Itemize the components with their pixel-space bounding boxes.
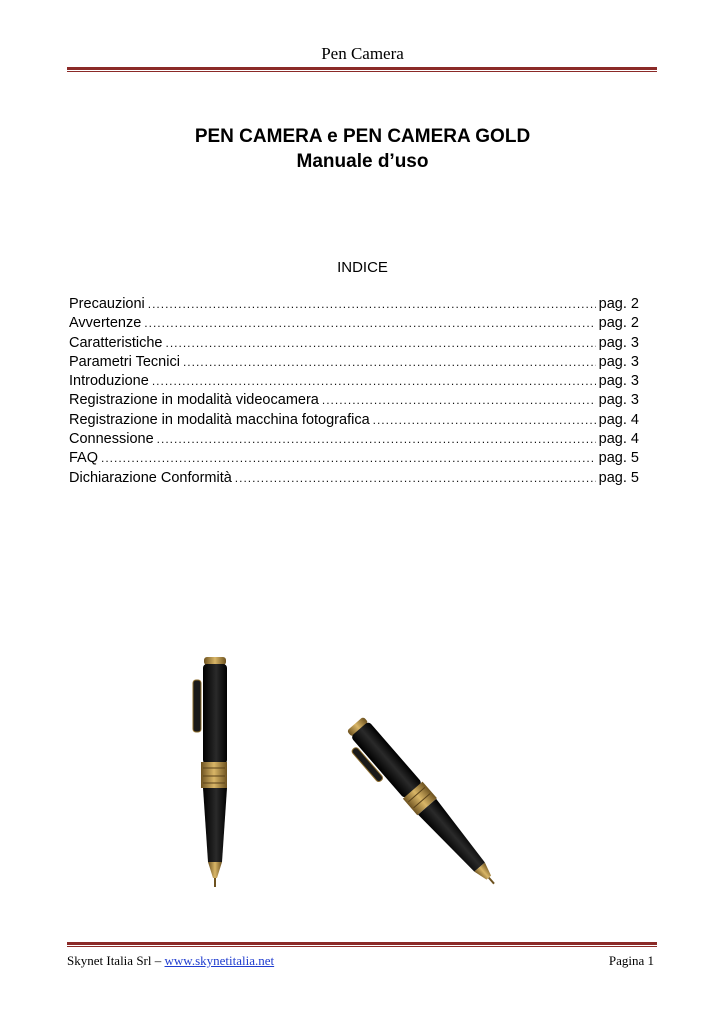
toc-page: pag. 5 [598,450,639,467]
toc-page: pag. 2 [598,296,639,312]
footer-divider [67,942,657,947]
pen-camera-vertical-icon [193,657,227,887]
header-title: Pen Camera [321,44,404,63]
toc-label: Parametri Tecnici [69,353,180,370]
toc-label: FAQ [69,450,99,467]
document-title: PEN CAMERA e PEN CAMERA GOLD [194,126,531,147]
index-heading: INDICE [337,259,388,276]
footer-page-number: Pagina 1 [608,953,654,968]
toc-label: Caratteristiche [69,334,163,351]
footer-website-link[interactable]: www.skynetitalia.net [164,953,275,968]
toc-page: pag. 3 [598,373,639,390]
toc-page: pag. 3 [598,353,639,370]
toc-page: pag. 4 [598,411,639,428]
toc-label: Dichiarazione Conformità [69,469,232,486]
toc-label: Avvertenze [69,315,142,332]
toc-label: Precauzioni [69,296,145,312]
toc-label: Registrazione in modalità videocamera [69,392,319,409]
toc-page: pag. 4 [598,431,639,448]
toc-page: pag. 2 [598,315,639,332]
toc-label: Registrazione in modalità macchina fotografica [69,411,370,428]
footer-company-name: Skynet Italia Srl – [67,953,162,968]
toc-label: Introduzione [69,373,149,390]
toc-page: pag. 3 [598,334,639,351]
pen-camera-diagonal-icon [339,715,504,897]
document-subtitle: Manuale d’uso [296,151,429,172]
toc-label: Connessione [69,431,154,448]
footer-company [67,953,274,969]
toc-page: pag. 5 [598,469,639,486]
toc-page: pag. 3 [598,392,639,409]
